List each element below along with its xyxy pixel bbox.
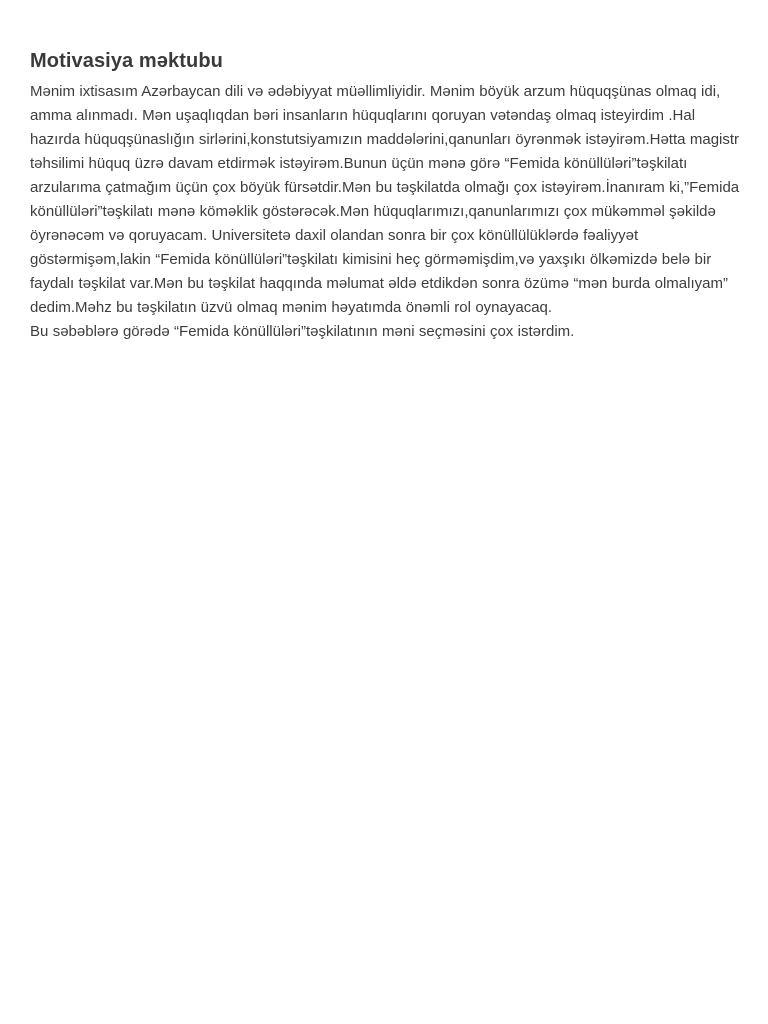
document-page xyxy=(30,48,742,344)
body-paragraph-2: Bu səbəblərə görədə “Femida könüllüləri”təşkilatının məni seçməsini çox istərdim. xyxy=(30,323,575,340)
document-title: Motivasiya məktubu xyxy=(30,50,223,72)
body-paragraph-1: Mənim ixtisasım Azərbaycan dili və ədəbiyyat müəllimliyidir. Mənim böyük arzum hüquqşünas olmaq idi, amma alınmadı. Mən uşaqlıqdan bəri insanların hüquqlarını qoruyan vətəndaş olmaq isteyirdim .Hal hazırda hüquqşünaslığın sirlərini,konstutsiyamızın maddələrini,qanunları öyrənmək istəyirəm.Hətta magistr təhsilimi hüquq üzrə davam etdirmək istəyirəm.Bunun üçün mənə görə “Femida könüllüləri”təşkilatı arzularıma çatmağım üçün çox böyük fürsətdir.Mən bu təşkilatda olmağı çox istəyirəm.İnanıram ki,”Femida könüllüləri”təşkilatı mənə köməklik göstərəcək.Mən hüquqlarımızı,qanunlarımızı çox mükəmməl şəkildə öyrənəcəm və qoruyacam. Universitetə daxil olandan sonra bir çox könüllülüklərdə fəaliyyət göstərmişəm,lakin “Femida könüllüləri”təşkilatı kimisini heç görməmişdim,və yaxşıkı ölkəmizdə belə bir faydalı təşkilat var.Mən bu təşkilat haqqında məlumat əldə etdikdən sonra özümə “mən burda olmalıyam” dedim.Məhz bu təşkilatın üzvü olmaq mənim həyatımda önəmli rol oynayacaq. xyxy=(30,83,740,316)
